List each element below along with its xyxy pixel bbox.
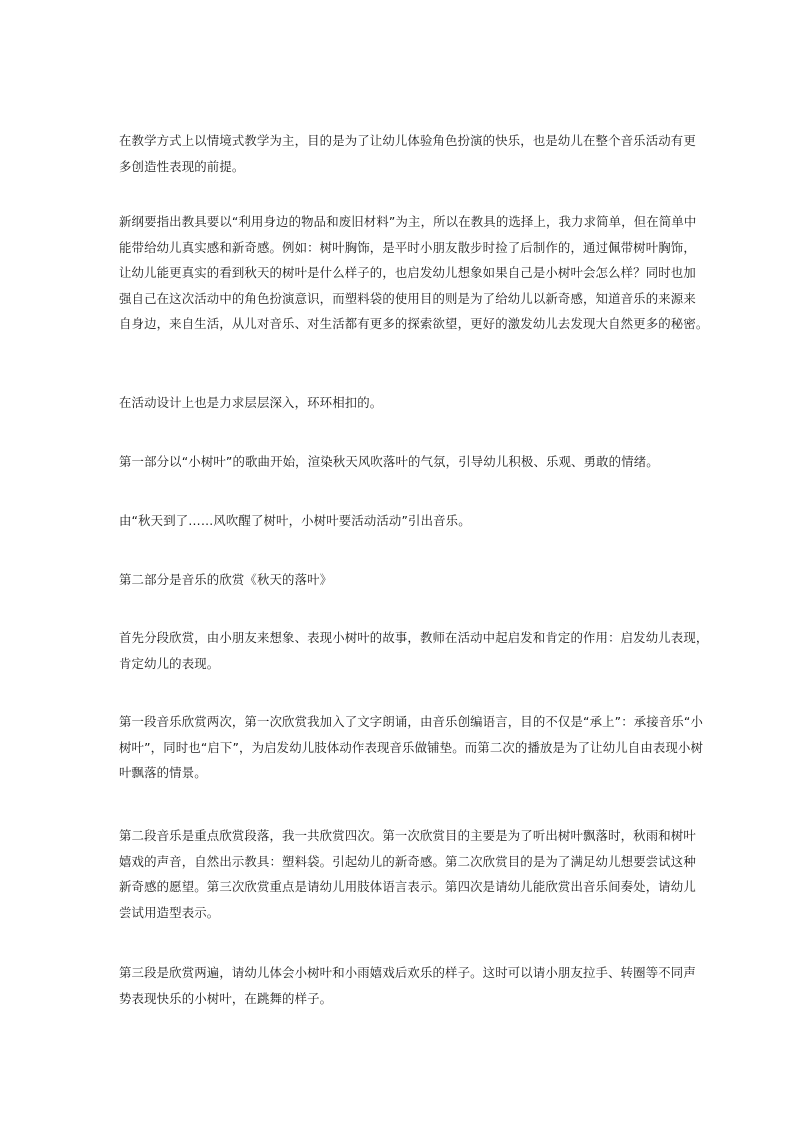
text-line: 第二段音乐是重点欣赏段落，我一共欣赏四次。第一次欣赏目的主要是为了听出树叶飘落时，秋雨和树叶 xyxy=(119,828,696,843)
text-line: 多创造性表现的前提。 xyxy=(119,158,245,174)
paragraph-teaching-method xyxy=(119,128,696,179)
text-line: 在活动设计上也是力求层层深入，环环相扣的。 xyxy=(119,395,383,410)
text-line: 第一部分以“小树叶”的歌曲开始，渲染秋天风吹落叶的气氛，引导幼儿积极、乐观、勇敢的情绪。 xyxy=(119,454,659,469)
text-line: 第一段音乐欣赏两次，第一次欣赏我加入了文字朗诵，由音乐创编语言，目的不仅是“承上”：承接音乐“小 xyxy=(119,714,704,729)
text-line: 嬉戏的声音，自然出示教具：塑料袋。引起幼儿的新奇感。第二次欣赏目的是为了满足幼儿想要尝试这种 xyxy=(119,853,696,869)
text-line: 强自己在这次活动中的角色扮演意识，而塑料袋的使用目的则是为了给幼儿以新奇感，知道音乐的来源来 xyxy=(119,290,696,306)
text-line: 第二部分是音乐的欣赏《秋天的落叶》 xyxy=(119,572,333,587)
text-line: 叶飘落的情景。 xyxy=(119,765,207,781)
paragraph-third-segment xyxy=(119,960,696,1011)
paragraph-part-two xyxy=(119,567,679,593)
paragraph-second-segment xyxy=(119,823,696,925)
text-line: 让幼儿能更真实的看到秋天的树叶是什么样子的，也启发幼儿想象如果自己是小树叶会怎么样？同时也加 xyxy=(119,265,696,281)
text-line: 新奇感的愿望。第三次欣赏重点是请幼儿用肢体语言表示。第四次是请幼儿能欣赏出音乐间奏处，请幼儿 xyxy=(119,879,696,895)
text-line: 首先分段欣赏，由小朋友来想象、表现小树叶的故事，教师在活动中起启发和肯定的作用：启发幼儿表现， xyxy=(119,630,709,645)
paragraph-first-segment xyxy=(119,709,704,786)
text-line: 第三段是欣赏两遍，请幼儿体会小树叶和小雨嬉戏后欢乐的样子。这时可以请小朋友拉手、转圈等不同声 xyxy=(119,965,696,980)
text-line: 能带给幼儿真实感和新奇感。例如：树叶胸饰，是平时小朋友散步时捡了后制作的，通过佩带树叶胸饰， xyxy=(119,239,696,255)
text-line: 由“秋天到了……风吹醒了树叶，小树叶要活动活动”引出音乐。 xyxy=(119,513,471,528)
text-line: 肯定幼儿的表现。 xyxy=(119,655,220,671)
paragraph-segment-appreciation xyxy=(119,625,709,676)
text-line: 在教学方式上以情境式教学为主，目的是为了让幼儿体验角色扮演的快乐，也是幼儿在整个音乐活动有更 xyxy=(119,133,696,148)
paragraph-activity-design xyxy=(119,390,679,416)
text-line: 自身边，来自生活，从儿对音乐、对生活都有更多的探索欲望，更好的激发幼儿去发现大自然更多的秘密。 xyxy=(119,316,709,332)
paragraph-part-one xyxy=(119,449,679,475)
text-line: 势表现快乐的小树叶，在跳舞的样子。 xyxy=(119,990,333,1006)
paragraph-teaching-aids xyxy=(119,209,709,337)
paragraph-intro-music xyxy=(119,508,679,534)
text-line: 新纲要指出教具要以“利用身边的物品和废旧材料”为主，所以在教具的选择上，我力求简单，但在简单中 xyxy=(119,214,697,229)
text-line: 树叶”，同时也“启下”，为启发幼儿肢体动作表现音乐做铺垫。而第二次的播放是为了让幼儿自由表现小树 xyxy=(119,739,704,755)
text-line: 尝试用造型表示。 xyxy=(119,904,220,920)
